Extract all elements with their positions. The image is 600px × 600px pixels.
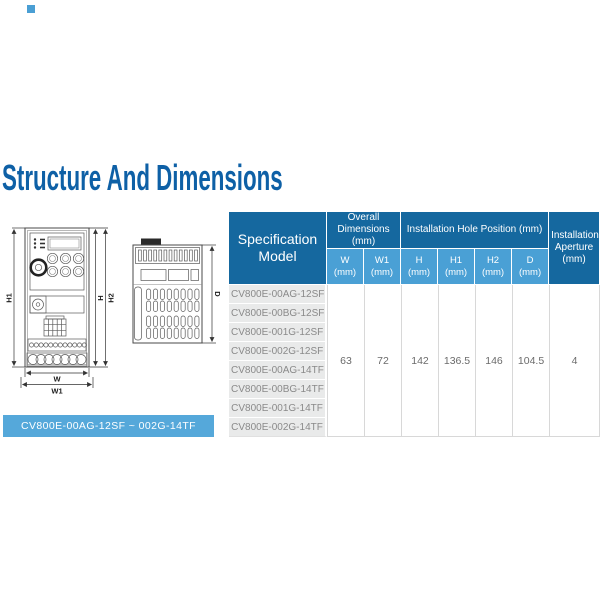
- model-cell: CV800E-001G-12SF: [229, 323, 327, 342]
- header-installation-hole-position: Installation Hole Position (mm): [401, 212, 549, 249]
- spec-table: [229, 212, 600, 437]
- side-view-drawing: [133, 239, 222, 344]
- model-cell: CV800E-00AG-12SF: [229, 285, 327, 304]
- model-range-banner: CV800E-00AG-12SF ~ 002G-14TF: [3, 415, 214, 437]
- top-vent-slots: [136, 248, 200, 264]
- value-d: 104.5: [512, 285, 549, 437]
- side-vent-slots: [147, 289, 200, 339]
- model-cell: CV800E-00AG-14TF: [229, 361, 327, 380]
- terminal-block: [44, 316, 66, 336]
- dim-label-w: W: [53, 374, 61, 384]
- dim-label-h1: H1: [4, 293, 14, 303]
- header-overall-dimensions: Overall Dimensions (mm): [327, 212, 401, 249]
- page-title: Structure And Dimensions: [2, 157, 283, 198]
- subheader-h2: H2 (mm): [475, 249, 512, 285]
- value-aperture: 4: [549, 285, 600, 437]
- value-h1: 136.5: [438, 285, 475, 437]
- value-w1: 72: [364, 285, 401, 437]
- corner-accent-square: [27, 5, 35, 13]
- subheader-h1: H1 (mm): [438, 249, 475, 285]
- knob: [31, 260, 47, 276]
- value-w: 63: [327, 285, 364, 437]
- subheader-d: D (mm): [512, 249, 549, 285]
- front-view-drawing: [5, 228, 116, 396]
- dimension-drawings-svg: [0, 210, 230, 400]
- header-installation-aperture: Installation Aperture (mm): [549, 212, 600, 285]
- spec-table-container: [229, 212, 600, 437]
- front-view-dimensions: [5, 228, 116, 396]
- subheader-w: W (mm): [327, 249, 364, 285]
- dim-label-d: D: [213, 291, 222, 297]
- value-h2: 146: [475, 285, 512, 437]
- keypad-buttons: [47, 253, 83, 276]
- side-view-dimensions: [202, 245, 222, 343]
- model-cell: CV800E-00BG-14TF: [229, 380, 327, 399]
- dim-label-w1: W1: [51, 386, 63, 396]
- model-cell: CV800E-001G-14TF: [229, 399, 327, 418]
- dim-label-h: H: [96, 295, 105, 301]
- model-cell: CV800E-002G-12SF: [229, 342, 327, 361]
- dimension-drawings: [0, 210, 230, 400]
- subheader-h: H (mm): [401, 249, 438, 285]
- cable-glands: [27, 353, 87, 366]
- table-row: [229, 285, 600, 304]
- header-specification-model: Specification Model: [229, 212, 327, 285]
- subheader-w1: W1 (mm): [364, 249, 401, 285]
- led-indicators: [34, 238, 45, 248]
- value-h: 142: [401, 285, 438, 437]
- label-plates: [141, 270, 199, 281]
- model-cell: CV800E-00BG-12SF: [229, 304, 327, 323]
- terminal-strip: [28, 339, 86, 351]
- model-cell: CV800E-002G-14TF: [229, 418, 327, 437]
- top-tab: [141, 239, 161, 246]
- dim-label-h2: H2: [106, 293, 116, 303]
- din-rail: [135, 287, 142, 340]
